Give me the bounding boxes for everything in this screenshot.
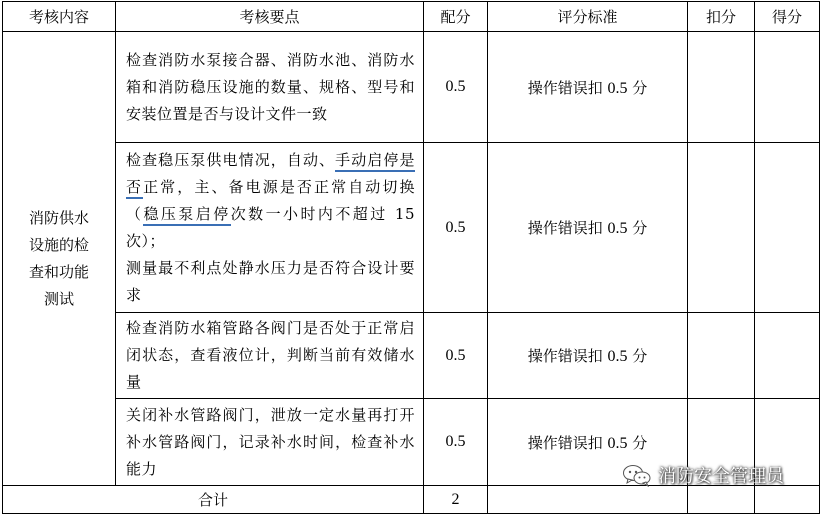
standard-unit: 分	[627, 78, 648, 97]
table-row	[3, 32, 820, 143]
table-row	[3, 143, 820, 313]
standard-unit: 分	[627, 433, 648, 452]
header-row	[3, 2, 820, 32]
standard-cell	[488, 143, 688, 313]
content-text: 正常，主、备电源是否正常自动切换（	[126, 177, 415, 223]
got-cell	[755, 313, 820, 399]
standard-text: 操作错误扣	[527, 219, 608, 237]
total-standard-cell	[488, 486, 688, 514]
content-text: 检查稳压泵供电情况，自动、	[126, 150, 336, 169]
content-text: 测量最不利点处静水压力是否符合设计要求	[126, 258, 415, 304]
got-cell	[755, 32, 820, 143]
watermark-text: 消防安全管理员	[658, 466, 784, 487]
standard-value: 0.5	[607, 220, 628, 237]
standard-cell	[488, 313, 688, 399]
category-line: 测试	[43, 289, 74, 308]
deduct-cell	[688, 32, 755, 143]
total-score: 2	[424, 486, 488, 514]
standard-unit: 分	[627, 219, 648, 237]
assessment-table	[2, 1, 820, 514]
got-cell	[755, 143, 820, 313]
underlined-term: 手动启停是否	[126, 151, 415, 199]
category-line: 设施的检	[28, 235, 89, 254]
header-score: 配分	[424, 2, 488, 32]
header-points: 考核要点	[116, 2, 424, 32]
standard-text: 操作错误扣	[527, 78, 608, 97]
total-row	[3, 486, 820, 514]
score-cell: 0.5	[424, 399, 488, 486]
score-cell: 0.5	[424, 32, 488, 143]
watermark	[622, 462, 784, 488]
standard-value: 0.5	[607, 434, 628, 452]
standard-value: 0.5	[607, 79, 628, 97]
category-cell	[3, 32, 116, 486]
deduct-cell	[688, 313, 755, 399]
wechat-icon	[622, 463, 652, 487]
standard-text: 操作错误扣	[527, 433, 608, 452]
total-label: 合计	[3, 486, 424, 514]
total-deduct-cell	[688, 486, 755, 514]
header-got: 得分	[755, 2, 820, 32]
standard-value: 0.5	[607, 348, 628, 365]
content-cell	[116, 143, 424, 313]
standard-cell	[488, 32, 688, 143]
underlined-term: 稳压泵启停	[143, 205, 230, 226]
standard-unit: 分	[627, 347, 648, 365]
category-line: 消防供水	[28, 208, 89, 227]
deduct-cell	[688, 143, 755, 313]
category-line: 查和功能	[28, 262, 89, 281]
score-cell: 0.5	[424, 143, 488, 313]
header-standard: 评分标准	[488, 2, 688, 32]
table-row	[3, 313, 820, 399]
standard-text: 操作错误扣	[527, 347, 608, 365]
content-cell: 检查消防水箱管路各阀门是否处于正常启闭状态，查看液位计，判断当前有效储水量	[116, 313, 424, 399]
total-got-cell	[755, 486, 820, 514]
content-text: 次数一小时内不超过 15 次）；	[126, 204, 415, 250]
header-deduct: 扣分	[688, 2, 755, 32]
header-category: 考核内容	[3, 2, 116, 32]
score-cell: 0.5	[424, 313, 488, 399]
content-cell: 关闭补水管路阀门，泄放一定水量再打开补水管路阀门，记录补水时间，检查补水能力	[116, 399, 424, 486]
content-cell: 检查消防水泵接合器、消防水池、消防水箱和消防稳压设施的数量、规格、型号和安装位置是否与设计文件一致	[116, 32, 424, 143]
